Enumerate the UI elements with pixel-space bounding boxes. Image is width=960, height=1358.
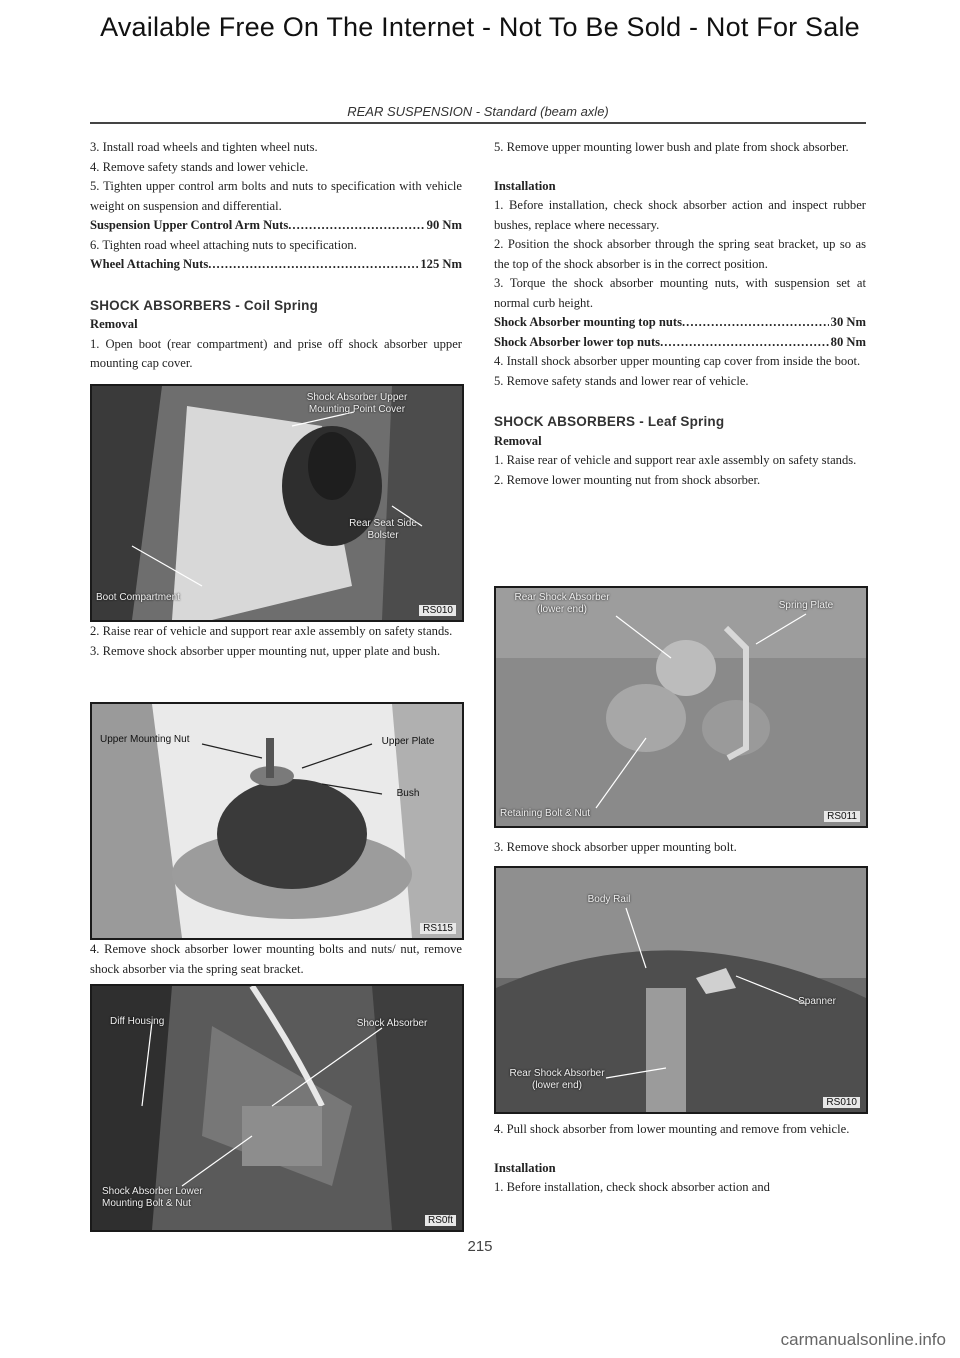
photo-callout: Shock Absorber	[356, 1018, 428, 1029]
figure-code: RS115	[420, 923, 456, 934]
figure-code: RS010	[419, 605, 456, 616]
photo-upper-mounting-nut	[90, 702, 464, 940]
photo-callout: Bush	[396, 788, 420, 799]
step-paragraph: 4. Pull shock absorber from lower mounting and remove from vehicle.	[494, 1122, 850, 1136]
photo-callout: Rear Shock Absorber (lower end)	[509, 1068, 605, 1091]
photo-callout: Rear Shock Absorber (lower end)	[514, 592, 610, 615]
step-paragraph: 3. Torque the shock absorber mounting nuts, with suspension set at normal curb height.	[494, 276, 866, 310]
photo-leaf-lower-end	[494, 586, 868, 828]
step-paragraph: 2. Position the shock absorber through the spring seat bracket, up so as the top of the shock absorber is in the correct position.	[494, 237, 866, 271]
photo-callout: Diff Housing	[110, 1016, 165, 1027]
photo-callout: Spring Plate	[778, 600, 834, 611]
figure-code: RS010	[823, 1097, 860, 1108]
spec-value: 90 Nm	[426, 218, 462, 232]
photo-callout: Body Rail	[587, 894, 631, 905]
spec-leader	[660, 333, 829, 353]
right-column-lower	[494, 1120, 866, 1198]
spec-label: Wheel Attaching Nuts	[90, 257, 209, 271]
photo-leaf-upper-mounting	[494, 866, 868, 1114]
photo-upper-mounting-cover	[90, 384, 464, 622]
left-column	[90, 138, 462, 374]
subheading: Installation	[494, 1160, 556, 1175]
subheading: Removal	[90, 317, 138, 331]
photo-callout: Upper Plate	[381, 736, 435, 747]
torque-spec	[494, 333, 866, 353]
photo-callout: Shock Absorber Upper Mounting Point Cover	[306, 392, 408, 415]
step-paragraph: 1. Before installation, check shock absorber action and	[494, 1180, 770, 1194]
step-paragraph: 1. Raise rear of vehicle and support rear axle assembly on safety stands.	[494, 453, 857, 467]
spec-leader	[208, 255, 418, 275]
header-rule	[90, 122, 866, 124]
photo-callout: Boot Compartment	[96, 592, 180, 603]
step-paragraph: 5. Tighten upper control arm bolts and nuts to specification with vehicle weight on suspension and differential.	[90, 179, 462, 213]
step-paragraph: 4. Remove shock absorber lower mounting bolts and nuts/ nut, remove shock absorber via the spring seat bracket.	[90, 942, 462, 976]
step-paragraph: 3. Remove shock absorber upper mounting bolt.	[494, 840, 737, 854]
spec-label: Shock Absorber mounting top nuts	[494, 315, 683, 329]
photo-callout: Spanner	[798, 996, 836, 1007]
spec-leader	[682, 313, 829, 333]
figure-code: RS0ft	[425, 1215, 456, 1226]
subheading: Installation	[494, 178, 556, 193]
right-column	[494, 138, 866, 490]
watermark-banner: Available Free On The Internet - Not To Be Sold - Not For Sale	[100, 12, 860, 42]
spec-value: 125 Nm	[420, 257, 462, 271]
spec-leader	[288, 216, 424, 236]
photo-callout: Shock Absorber Lower Mounting Bolt & Nut	[102, 1186, 203, 1209]
step-paragraph: 5. Remove upper mounting lower bush and plate from shock absorber.	[494, 140, 849, 154]
left-column-mid	[90, 622, 462, 661]
step-paragraph: 5. Remove safety stands and lower rear of vehicle.	[494, 373, 749, 388]
step-paragraph: 2. Remove lower mounting nut from shock absorber.	[494, 472, 761, 487]
spec-value: 80 Nm	[830, 334, 866, 349]
footer-watermark: carmanualsonline.info	[780, 1330, 946, 1349]
torque-spec	[90, 216, 462, 236]
step-paragraph: 1. Before installation, check shock absorber action and inspect rubber bushes, replace where necessary.	[494, 198, 866, 232]
right-column-mid	[494, 838, 866, 858]
figure-code: RS011	[824, 811, 860, 822]
step-paragraph: 1. Open boot (rear compartment) and prise off shock absorber upper mounting cap cover.	[90, 336, 462, 370]
section-heading: SHOCK ABSORBERS - Leaf Spring	[494, 414, 725, 429]
section-heading: SHOCK ABSORBERS - Coil Spring	[90, 297, 319, 313]
photo-callout: Upper Mounting Nut	[100, 734, 190, 745]
spec-label: Shock Absorber lower top nuts	[494, 334, 661, 349]
torque-spec	[494, 313, 866, 333]
spec-value: 30 Nm	[830, 315, 866, 329]
step-paragraph: 4. Install shock absorber upper mounting cap cover from inside the boot.	[494, 354, 861, 368]
page-number: 215	[467, 1238, 493, 1255]
step-paragraph: 2. Raise rear of vehicle and support rear axle assembly on safety stands.	[90, 624, 453, 638]
step-paragraph: 6. Tighten road wheel attaching nuts to specification.	[90, 237, 357, 252]
section-header: REAR SUSPENSION - Standard (beam axle)	[347, 104, 609, 119]
step-paragraph: 4. Remove safety stands and lower vehicle.	[90, 159, 309, 174]
subheading: Removal	[494, 433, 542, 448]
step-paragraph: 3. Remove shock absorber upper mounting nut, upper plate and bush.	[90, 643, 441, 658]
photo-callout: Rear Seat Side Bolster	[349, 518, 417, 541]
spec-label: Suspension Upper Control Arm Nuts	[90, 218, 289, 232]
left-column-lower	[90, 940, 462, 979]
step-paragraph: 3. Install road wheels and tighten wheel nuts.	[90, 140, 318, 154]
photo-callout: Retaining Bolt & Nut	[500, 808, 591, 819]
photo-lower-mounting	[90, 984, 464, 1232]
torque-spec	[90, 255, 462, 275]
